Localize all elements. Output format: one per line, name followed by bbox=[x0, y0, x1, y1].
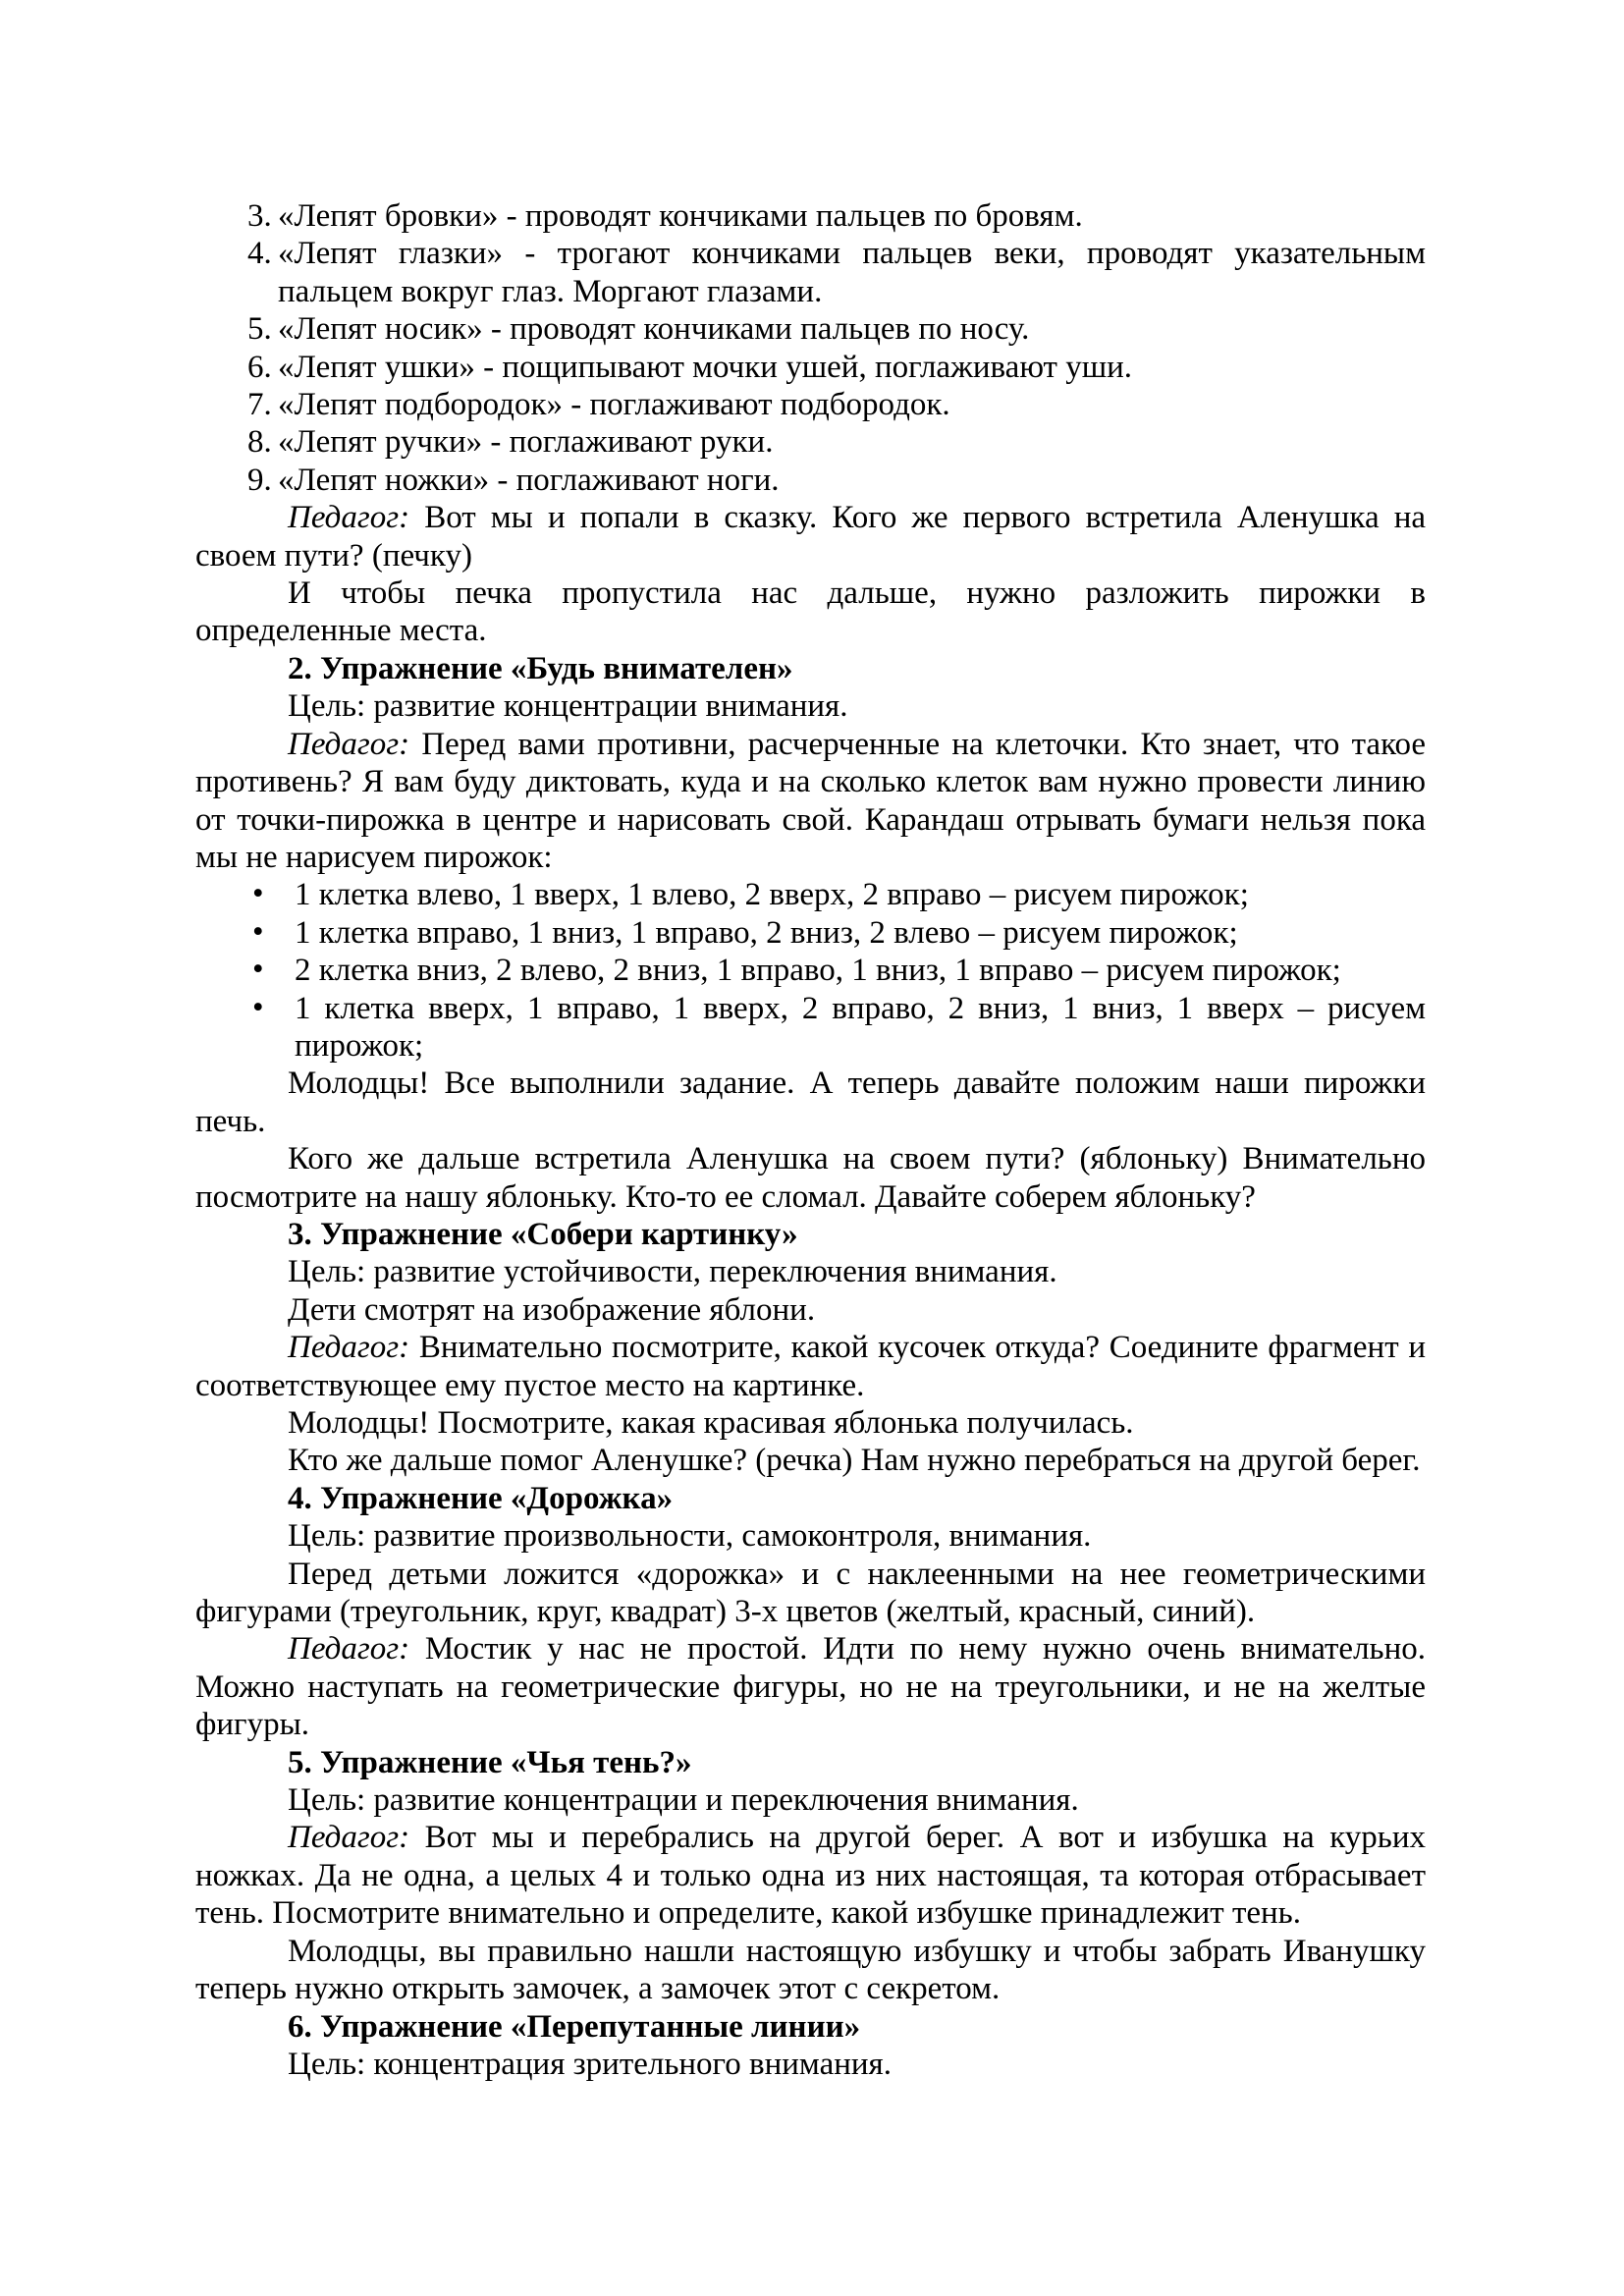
list-item-text: 1 клетка влево, 1 вверх, 1 влево, 2 вверх, 2 вправо – рисуем пирожок; bbox=[295, 877, 1249, 913]
paragraph bbox=[195, 726, 1426, 877]
paragraph-text: Молодцы! Посмотрите, какая красивая яблонька получилась. bbox=[288, 1405, 1134, 1441]
list-number: 4. bbox=[247, 236, 272, 272]
paragraph bbox=[195, 2046, 1426, 2083]
heading-text: 2. Упражнение «Будь внимателен» bbox=[288, 650, 793, 686]
paragraph bbox=[195, 1556, 1426, 1631]
bullet-list-item bbox=[195, 990, 1426, 1066]
list-number: 5. bbox=[247, 311, 272, 348]
heading-text: 3. Упражнение «Собери картинку» bbox=[288, 1216, 798, 1252]
heading-text: 6. Упражнение «Перепутанные линии» bbox=[288, 2008, 861, 2045]
paragraph-text: Перед детьми ложится «дорожка» и с наклеенными на нее геометрическими фигурами (треугольник, круг, квадрат) 3-х цветов (желтый, красный, синий). bbox=[195, 1556, 1426, 1630]
bullet-icon: • bbox=[252, 989, 264, 1025]
paragraph bbox=[195, 1065, 1426, 1140]
speaker-label: Педагог: bbox=[288, 1330, 410, 1366]
paragraph bbox=[195, 1329, 1426, 1404]
paragraph-text: Цель: развитие концентрации внимания. bbox=[288, 688, 848, 725]
paragraph-text: Внимательно посмотрите, какой кусочек откуда? Соедините фрагмент и соответствующее ему пустое место на картинке. bbox=[195, 1330, 1426, 1403]
list-item-text: «Лепят носик» - проводят кончиками пальцев по носу. bbox=[278, 311, 1030, 348]
paragraph-text: Цель: развитие устойчивости, переключения внимания. bbox=[288, 1254, 1057, 1290]
exercise-heading bbox=[195, 650, 1426, 687]
list-item-text: 1 клетка вверх, 1 вправо, 1 вверх, 2 вправо, 2 вниз, 1 вниз, 1 вверх – рисуем пирожок; bbox=[295, 990, 1426, 1064]
bullet-icon: • bbox=[252, 952, 264, 988]
paragraph bbox=[195, 1630, 1426, 1743]
bullet-list-item bbox=[195, 952, 1426, 989]
paragraph-text: Мостик у нас не простой. Идти по нему нужно очень внимательно. Можно наступать на геометрические фигуры, но не на треугольники, и не на желтые фигуры. bbox=[195, 1631, 1427, 1743]
list-number: 8. bbox=[247, 424, 272, 461]
heading-text: 4. Упражнение «Дорожка» bbox=[288, 1480, 674, 1516]
list-number: 6. bbox=[247, 349, 272, 385]
bullet-list-item bbox=[195, 876, 1426, 913]
list-item-text: «Лепят подбородок» - поглаживают подбородок. bbox=[278, 387, 950, 423]
paragraph-text: Цель: развитие концентрации и переключения внимания. bbox=[288, 1782, 1079, 1819]
exercise-heading bbox=[195, 1744, 1426, 1781]
list-item-text: 2 клетка вниз, 2 влево, 2 вниз, 1 вправо, 1 вниз, 1 вправо – рисуем пирожок; bbox=[295, 953, 1341, 989]
numbered-list-item bbox=[195, 349, 1426, 386]
paragraph-text: Вот мы и перебрались на другой берег. А вот и избушка на курьих ножках. Да не одна, а целых 4 и только одна из них настоящая, та которая отбрасывает тень. Посмотрите внимательно и определите, какой избушке принадлежит тень. bbox=[195, 1820, 1426, 1932]
list-number: 3. bbox=[247, 198, 272, 234]
paragraph bbox=[195, 1404, 1426, 1442]
speaker-label: Педагог: bbox=[288, 1820, 410, 1856]
numbered-list-item bbox=[195, 386, 1426, 423]
paragraph bbox=[195, 574, 1426, 650]
list-number: 9. bbox=[247, 462, 272, 498]
paragraph bbox=[195, 1781, 1426, 1819]
paragraph bbox=[195, 1140, 1426, 1216]
paragraph bbox=[195, 1442, 1426, 1479]
paragraph-text: И чтобы печка пропустила нас дальше, нужно разложить пирожки в определенные места. bbox=[195, 575, 1426, 649]
numbered-list-item bbox=[195, 462, 1426, 499]
list-item-text: «Лепят бровки» - проводят кончиками пальцев по бровям. bbox=[278, 198, 1083, 234]
list-item-text: «Лепят ушки» - пощипывают мочки ушей, поглаживают уши. bbox=[278, 349, 1133, 385]
numbered-list-item bbox=[195, 423, 1426, 461]
bullet-list-item bbox=[195, 914, 1426, 952]
speaker-label: Педагог: bbox=[288, 500, 410, 536]
numbered-list-item bbox=[195, 235, 1426, 310]
paragraph-text: Перед вами противни, расчерченные на клеточки. Кто знает, что такое противень? Я вам буду диктовать, куда и на сколько клеток вам нужно провести линию от точки-пирожка в центре и нарисовать свой. Карандаш отрывать бумаги нельзя пока мы не нарисуем пирожок: bbox=[195, 726, 1426, 875]
list-item-text: «Лепят глазки» - трогают кончиками пальцев веки, проводят указательным пальцем вокруг глаз. Моргают глазами. bbox=[278, 236, 1426, 309]
exercise-heading bbox=[195, 2008, 1426, 2046]
paragraph-text: Цель: концентрация зрительного внимания. bbox=[288, 2046, 892, 2082]
numbered-list-item bbox=[195, 197, 1426, 235]
paragraph bbox=[195, 687, 1426, 725]
list-item-text: 1 клетка вправо, 1 вниз, 1 вправо, 2 вниз, 2 влево – рисуем пирожок; bbox=[295, 914, 1238, 951]
paragraph-text: Молодцы, вы правильно нашли настоящую избушку и чтобы забрать Иванушку теперь нужно открыть замочек, а замочек этот с секретом. bbox=[195, 1933, 1426, 2007]
paragraph bbox=[195, 1819, 1426, 1932]
paragraph bbox=[195, 1517, 1426, 1555]
paragraph-text: Цель: развитие произвольности, самоконтроля, внимания. bbox=[288, 1518, 1092, 1555]
paragraph bbox=[195, 499, 1426, 574]
speaker-label: Педагог: bbox=[288, 726, 410, 762]
exercise-heading bbox=[195, 1216, 1426, 1253]
paragraph bbox=[195, 1291, 1426, 1329]
heading-text: 5. Упражнение «Чья тень?» bbox=[288, 1744, 692, 1780]
paragraph bbox=[195, 1253, 1426, 1290]
exercise-heading bbox=[195, 1480, 1426, 1517]
paragraph-text: Кого же дальше встретила Аленушка на своем пути? (яблоньку) Внимательно посмотрите на нашу яблоньку. Кто-то ее сломал. Давайте соберем яблоньку? bbox=[195, 1141, 1426, 1215]
paragraph-text: Молодцы! Все выполнили задание. А теперь давайте положим наши пирожки печь. bbox=[195, 1066, 1426, 1139]
bullet-icon: • bbox=[252, 913, 264, 950]
bullet-icon: • bbox=[252, 876, 264, 912]
list-item-text: «Лепят ножки» - поглаживают ноги. bbox=[278, 462, 780, 498]
speaker-label: Педагог: bbox=[288, 1631, 410, 1667]
numbered-list-item bbox=[195, 310, 1426, 348]
list-number: 7. bbox=[247, 387, 272, 423]
paragraph-text: Кто же дальше помог Аленушке? (речка) Нам нужно перебраться на другой берег. bbox=[288, 1443, 1421, 1479]
list-item-text: «Лепят ручки» - поглаживают руки. bbox=[278, 424, 774, 461]
paragraph-text: Вот мы и попали в сказку. Кого же первого встретила Аленушка на своем пути? (печку) bbox=[195, 500, 1427, 574]
paragraph-text: Дети смотрят на изображение яблони. bbox=[288, 1291, 816, 1328]
paragraph bbox=[195, 1933, 1426, 2008]
